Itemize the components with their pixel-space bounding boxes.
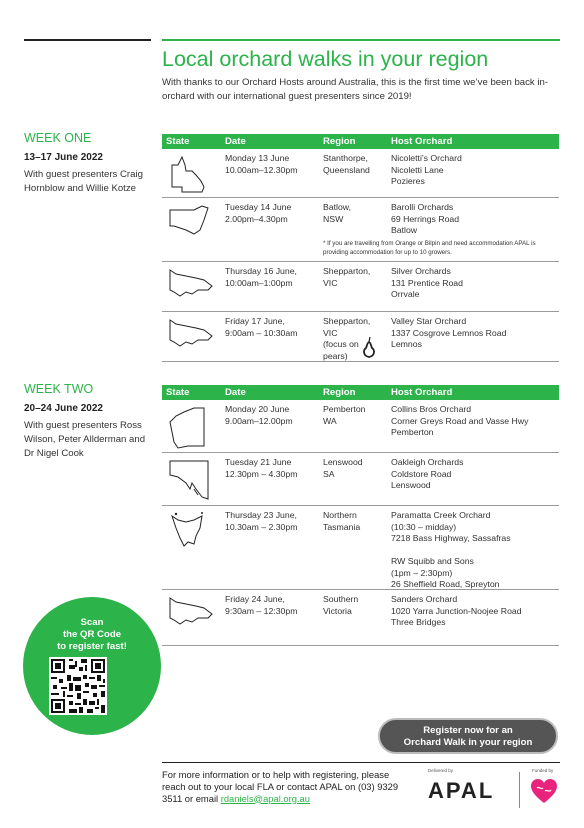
table-row: [162, 506, 559, 590]
intro-text: With thanks to our Orchard Hosts around Australia, this is the first time we’ve been back in-orchard with our international guest presenters since 2019!: [162, 77, 549, 102]
week-one-heading: WEEK ONE: [24, 131, 92, 145]
pear-icon: [361, 336, 377, 358]
header-host: Host Orchard: [391, 136, 453, 147]
row-date: Monday 20 June 9.00am–12.00pm: [225, 404, 293, 426]
qr-scan-text: Scan the QR Code to register fast!: [57, 617, 127, 652]
state-cell: [162, 400, 225, 452]
week-two-table: [162, 385, 559, 646]
qr-code-icon[interactable]: [49, 657, 107, 715]
state-cell: [162, 149, 225, 197]
row-region: Shepparton, VIC (focus on pears): [323, 316, 371, 361]
week-one-info: [24, 131, 154, 196]
row-region: Shepparton, VIC: [323, 266, 371, 288]
table-header: [162, 134, 559, 149]
table-row: [162, 149, 559, 198]
footer-contact-text: [162, 769, 402, 804]
funded-by-label: Funded by: [532, 768, 554, 773]
row-region: Pemberton WA: [323, 404, 366, 426]
row-region: Stanthorpe, Queensland: [323, 153, 370, 175]
row-host: Silver Orchards 131 Prentice Road Orrvale: [391, 266, 463, 299]
top-rule-left: [24, 39, 151, 41]
state-cell: [162, 262, 225, 311]
header-date: Date: [225, 136, 246, 147]
row-host: Paramatta Creek Orchard (10:30 – midday) 7218 Bass Highway, Sassafras RW Squibb and Sons (1pm – 2:30pm) 26 Sheffield Road, Spreyton: [391, 510, 511, 589]
wa-map-icon: [168, 406, 208, 450]
table-row: [162, 312, 559, 362]
logo-divider: [519, 772, 520, 808]
row-host: Valley Star Orchard 1337 Cosgrove Lemnos Road Lemnos: [391, 316, 507, 349]
week-two-heading: WEEK TWO: [24, 382, 94, 396]
header-region: Region: [323, 136, 356, 147]
victoria-map-icon: [168, 318, 214, 348]
row-date: Friday 24 June, 9:30am – 12:30pm: [225, 594, 298, 616]
header-region: Region: [323, 387, 356, 398]
week-one-presenters: With guest presenters Craig Hornblow and Willie Kotze: [24, 169, 143, 194]
victoria-map-icon: [168, 268, 214, 298]
row-region: Northern Tasmania: [323, 510, 361, 532]
week-one-dates: 13–17 June 2022: [24, 152, 103, 163]
page-title: Local orchard walks in your region: [162, 47, 489, 71]
state-cell: [162, 198, 225, 261]
row-date: Thursday 16 June, 10:00am–1:00pm: [225, 266, 297, 288]
row-date: Friday 17 June, 9:00am – 10:30am: [225, 316, 298, 338]
row-region: Lenswood SA: [323, 457, 363, 479]
week-one-table: [162, 134, 559, 362]
queensland-map-icon: [168, 155, 208, 193]
delivered-by-label: Delivered by: [428, 768, 454, 773]
state-cell: [162, 506, 225, 589]
row-host: Nicoletti’s Orchard Nicoletti Lane Pozieres: [391, 153, 462, 186]
top-rule-right: [162, 39, 560, 41]
footer-info: For more information or to help with registering, please reach out to your local FLA or contact APAL on (03) 9329 3511 or email: [162, 769, 399, 804]
header-date: Date: [225, 387, 246, 398]
apal-logo-text: APAL: [428, 778, 495, 803]
header-state: State: [166, 387, 190, 398]
register-button[interactable]: Register now for an Orchard Walk in your region: [378, 718, 558, 754]
row-host: Collins Bros Orchard Corner Greys Road and Vasse Hwy Pemberton: [391, 404, 529, 437]
week-two-dates: 20–24 June 2022: [24, 403, 103, 414]
nsw-map-icon: [168, 204, 210, 238]
tasmania-map-icon: [168, 512, 206, 548]
table-row: [162, 590, 559, 646]
row-date: Thursday 23 June, 10.30am – 2.30pm: [225, 510, 298, 532]
victoria-map-icon: [168, 596, 214, 626]
table-row: [162, 262, 559, 312]
state-cell: [162, 453, 225, 505]
hort-innovation-heart-icon: [530, 778, 558, 804]
row-date: Tuesday 14 June 2.00pm–4.30pm: [225, 202, 292, 224]
email-link[interactable]: rdaniels@apal.org.au: [220, 792, 310, 804]
row-date: Tuesday 21 June 12.30pm – 4.30pm: [225, 457, 298, 479]
table-row: [162, 198, 559, 262]
row-region: Batlow, NSW: [323, 202, 352, 224]
row-host: Oakleigh Orchards Coldstore Road Lenswood: [391, 457, 464, 490]
state-cell: [162, 590, 225, 645]
accommodation-note: * If you are travelling from Orange or Bilpin and need accommodation APAL is providing accommodation for up to 10 growers.: [323, 240, 536, 256]
table-row: [162, 400, 559, 453]
row-host: Sanders Orchard 1020 Yarra Junction-Noojee Road Three Bridges: [391, 594, 522, 627]
row-date: Monday 13 June 10.00am–12.30pm: [225, 153, 298, 175]
week-two-presenters: With guest presenters Ross Wilson, Peter Allderman and Dr Nigel Cook: [24, 420, 146, 459]
row-region: Southern Victoria: [323, 594, 359, 616]
sa-map-icon: [168, 459, 212, 501]
week-two-info: [24, 382, 154, 461]
header-host: Host Orchard: [391, 387, 453, 398]
footer-rule: [162, 762, 560, 763]
state-cell: [162, 312, 225, 361]
table-header: [162, 385, 559, 400]
header-state: State: [166, 136, 190, 147]
row-host: Barolli Orchards 69 Herrings Road Batlow: [391, 202, 460, 235]
table-row: [162, 453, 559, 506]
qr-code-badge: [23, 597, 161, 735]
